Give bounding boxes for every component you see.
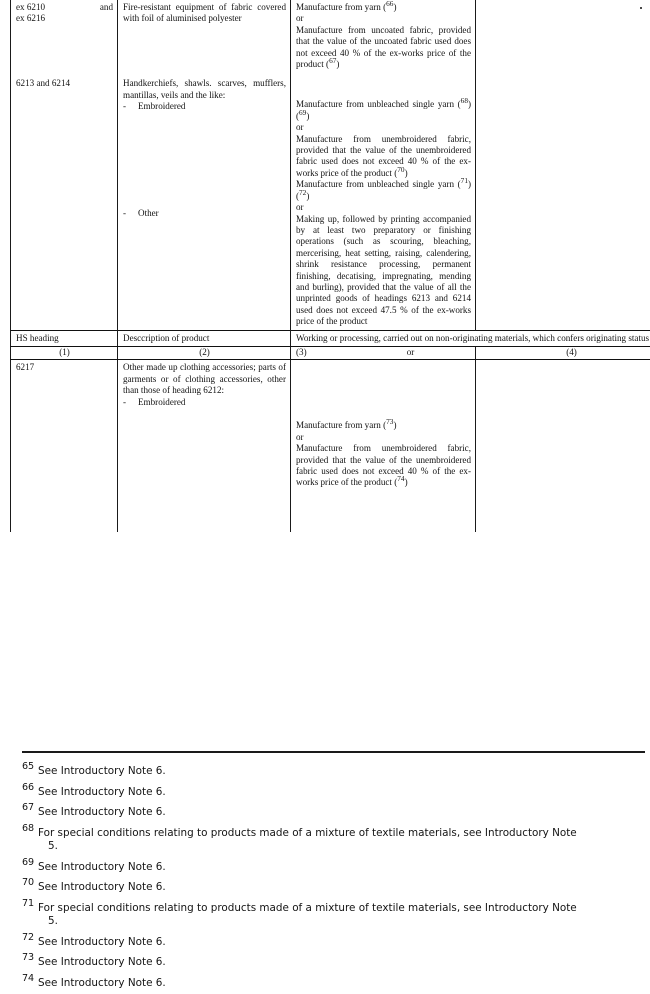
rule-primary-close: ) — [306, 191, 309, 201]
rule-primary-close: ) — [393, 420, 396, 430]
footnote-number: 67 — [22, 803, 34, 813]
sub-item-embroidered — [123, 397, 286, 408]
rule-primary — [296, 420, 471, 431]
footnote-item — [22, 899, 646, 928]
rule-or-separator: or — [296, 202, 471, 213]
hs-code: 6217 — [16, 362, 113, 373]
rule-alternate-text: Manufacture from unembroidered fabric, provided that the value of the unembroidered fabric used does not exceed 40 % of the ex-works price of the product ( — [296, 134, 471, 178]
footnote-separator-rule — [22, 751, 645, 753]
cell-working-rule — [291, 360, 476, 532]
footnote-item — [22, 878, 646, 894]
footnote-text: See Introductory Note 6. — [38, 878, 646, 894]
footnote-item — [22, 953, 646, 969]
rule-or-separator: or — [296, 13, 471, 24]
column-number-3-label: (3) — [296, 347, 307, 357]
table-row — [11, 360, 650, 532]
table-column-number-row — [11, 346, 650, 359]
column-number-2: (2) — [118, 346, 291, 359]
header-description: Desccription of product — [118, 330, 291, 346]
footnote-text: See Introductory Note 6. — [38, 974, 646, 990]
description-text: Handkerchiefs, shawls. scarves, mufflers, mantillas, veils and the like: — [123, 78, 286, 101]
cell-working-rule — [291, 0, 476, 76]
footnote-text: For special conditions relating to products made of a mixture of textile materials, see Introductory Note — [38, 902, 577, 914]
rule-primary-text: Manufacture from yarn ( — [296, 420, 386, 430]
footnote-ref-68: 68 — [461, 96, 468, 105]
cell-description — [118, 76, 291, 330]
footnote-item — [22, 933, 646, 949]
footnote-ref-73: 73 — [386, 417, 393, 426]
rule-alternate-text: Manufacture from unembroidered fabric, provided that the value of the unembroidered fabric used does not exceed 40 % of the ex-works price of the product ( — [296, 443, 471, 487]
table-header-row — [11, 330, 650, 346]
footnote-number: 68 — [22, 824, 34, 834]
footnote-text: See Introductory Note 6. — [38, 783, 646, 799]
hs-code: ex 6210 — [16, 2, 45, 13]
rule-sup-separator: )( — [296, 179, 471, 200]
rule-alternate — [296, 443, 471, 489]
footnote-ref-70: 70 — [397, 165, 404, 174]
header-working-processing: Working or processing, carried out on non-originating materials, which confers originating status — [291, 330, 650, 346]
footnote-text: See Introductory Note 6. — [38, 953, 646, 969]
column-or-label: or — [346, 347, 475, 358]
rule-primary — [296, 99, 471, 122]
footnote-number: 69 — [22, 858, 34, 868]
footnote-text: See Introductory Note 6. — [38, 762, 646, 778]
rule-alternate-other: Making up, followed by printing accompanied by at least two preparatory or finishing operations (such as scouring, bleaching, mercerising, heat setting, raising, calendering, shrink resistance processing, permanent finishing, decatising, impregnating, mending and burling), provided that the value of all the unprinted goods of headings 6213 and 6214 used does not exceed 47.5 % of the ex-works price of the product — [296, 214, 471, 328]
rule-primary — [296, 2, 471, 13]
dash-bullet-icon: - — [123, 101, 138, 112]
dash-bullet-icon: - — [123, 208, 138, 219]
cell-hs-heading — [11, 360, 118, 532]
rule-primary-text: Manufacture from unbleached single yarn ( — [296, 99, 461, 109]
cell-working-rule-alt — [476, 0, 650, 76]
footnote-ref-69: 69 — [299, 108, 306, 117]
rule-primary-close: ) — [393, 2, 396, 12]
footnote-number: 73 — [22, 953, 34, 963]
cell-working-rule-alt — [476, 360, 650, 532]
column-number-4: (4) — [476, 346, 650, 359]
hs-code-second: ex 6216 — [16, 13, 113, 24]
footnote-ref-71: 71 — [461, 176, 468, 185]
cell-description — [118, 0, 291, 76]
sub-item-label: Embroidered — [138, 101, 286, 112]
column-number-3 — [291, 346, 476, 359]
footnote-text: For special conditions relating to products made of a mixture of textile materials, see Introductory Note — [38, 827, 577, 839]
footnote-number: 71 — [22, 899, 34, 909]
footnote-text-wrap — [38, 824, 646, 853]
table-row — [11, 76, 650, 330]
cell-working-rule-alt — [476, 76, 650, 330]
column-number-1: (1) — [11, 346, 118, 359]
footnote-number: 74 — [22, 974, 34, 984]
rule-primary-text: Manufacture from yarn ( — [296, 2, 386, 12]
footnotes-section — [22, 762, 646, 994]
footnote-item — [22, 783, 646, 799]
footnote-item — [22, 974, 646, 990]
footnote-number: 65 — [22, 762, 34, 772]
rule-primary-other — [296, 179, 471, 202]
header-hs-heading: HS heading — [11, 330, 118, 346]
sub-item-other — [123, 208, 286, 219]
rule-primary-text: Manufacture from unbleached single yarn ( — [296, 179, 461, 189]
footnote-number: 70 — [22, 878, 34, 888]
footnote-ref-74: 74 — [397, 474, 404, 483]
footnote-number: 66 — [22, 783, 34, 793]
footnote-text: See Introductory Note 6. — [38, 933, 646, 949]
origin-rules-table — [10, 0, 650, 532]
cell-hs-heading — [11, 0, 118, 76]
sub-item-label: Other — [138, 208, 286, 219]
footnote-item — [22, 803, 646, 819]
rule-alternate-close: ) — [336, 59, 339, 69]
footnote-item — [22, 762, 646, 778]
rule-or-separator: or — [296, 432, 471, 443]
footnote-number: 72 — [22, 933, 34, 943]
hs-code: 6213 and 6214 — [16, 78, 113, 89]
footnote-text-continuation: 5. — [38, 840, 646, 853]
rule-alternate-text: Manufacture from uncoated fabric, provided that the value of the uncoated fabric used does not exceed 40 % of the ex-works price of the product ( — [296, 25, 471, 69]
footnote-ref-72: 72 — [299, 188, 306, 197]
footnote-text-continuation: 5. — [38, 915, 646, 928]
footnote-text: See Introductory Note 6. — [38, 803, 646, 819]
footnote-text-wrap — [38, 899, 646, 928]
footnote-text: See Introductory Note 6. — [38, 858, 646, 874]
rule-or-separator: or — [296, 122, 471, 133]
cell-description — [118, 360, 291, 532]
hs-and-word: and — [100, 2, 113, 13]
rule-alternate — [296, 134, 471, 180]
dash-bullet-icon: - — [123, 397, 138, 408]
cell-hs-heading — [11, 76, 118, 330]
sub-item-embroidered — [123, 101, 286, 112]
rule-alternate-close: ) — [405, 477, 408, 487]
table-row — [11, 0, 650, 76]
footnote-ref-66: 66 — [386, 0, 393, 8]
rule-sup-separator: )( — [296, 99, 471, 120]
cell-working-rule — [291, 76, 476, 330]
rule-alternate-close: ) — [405, 168, 408, 178]
sub-item-label: Embroidered — [138, 397, 286, 408]
description-text: Other made up clothing accessories; parts of garments or of clothing accessories, other than those of heading 6212: — [123, 362, 286, 396]
rule-alternate — [296, 25, 471, 71]
rule-primary-close: ) — [306, 111, 309, 121]
footnote-ref-67: 67 — [329, 56, 336, 65]
description-text: Fire-resistant equipment of fabric covered with foil of aluminised polyester — [123, 2, 286, 25]
footnote-item — [22, 858, 646, 874]
footnote-item — [22, 824, 646, 853]
